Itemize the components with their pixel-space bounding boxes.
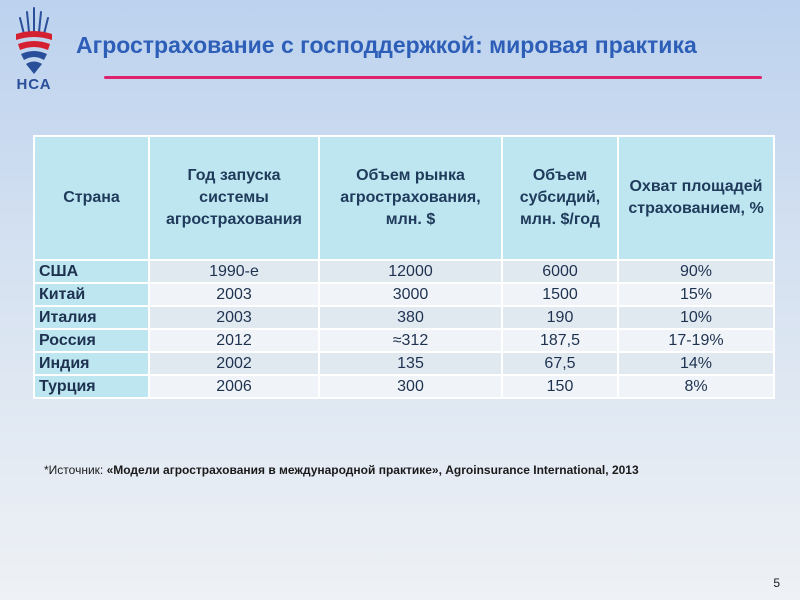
header-market-volume: Объем рынка агрострахования, млн. $ <box>319 136 502 260</box>
cell-country: Китай <box>34 283 149 306</box>
cell-market-volume: 3000 <box>319 283 502 306</box>
cell-subsidies: 150 <box>502 375 618 398</box>
cell-market-volume: 380 <box>319 306 502 329</box>
cell-country: Россия <box>34 329 149 352</box>
cell-subsidies: 187,5 <box>502 329 618 352</box>
source-footnote <box>44 461 664 479</box>
cell-coverage: 10% <box>618 306 774 329</box>
table-row <box>34 283 774 306</box>
cell-market-volume: 135 <box>319 352 502 375</box>
cell-country: Индия <box>34 352 149 375</box>
cell-coverage: 14% <box>618 352 774 375</box>
page-number: 5 <box>773 576 780 590</box>
cell-market-volume: 300 <box>319 375 502 398</box>
cell-coverage: 90% <box>618 260 774 283</box>
cell-launch-year: 1990-е <box>149 260 319 283</box>
table-row <box>34 329 774 352</box>
cell-subsidies: 190 <box>502 306 618 329</box>
cell-coverage: 15% <box>618 283 774 306</box>
cell-launch-year: 2006 <box>149 375 319 398</box>
agro-insurance-table <box>33 135 775 399</box>
cell-market-volume: 12000 <box>319 260 502 283</box>
source-citation: «Модели агрострахования в международной практике», Agroinsurance International, 2013 <box>106 463 639 477</box>
cell-subsidies: 1500 <box>502 283 618 306</box>
cell-market-volume: ≈312 <box>319 329 502 352</box>
page-title: Агрострахование с господдержкой: мировая практика <box>76 32 697 58</box>
cell-country: Италия <box>34 306 149 329</box>
table-row <box>34 375 774 398</box>
table-row <box>34 260 774 283</box>
cell-country: США <box>34 260 149 283</box>
header-country: Страна <box>34 136 149 260</box>
header-coverage: Охват площадей страхованием, % <box>618 136 774 260</box>
table-header-row <box>34 136 774 260</box>
table-row <box>34 306 774 329</box>
table-row <box>34 352 774 375</box>
cell-coverage: 17-19% <box>618 329 774 352</box>
source-prefix: *Источник: <box>44 463 107 477</box>
cell-launch-year: 2003 <box>149 306 319 329</box>
header-subsidies: Объем субсидий, млн. $/год <box>502 136 618 260</box>
cell-launch-year: 2002 <box>149 352 319 375</box>
cell-coverage: 8% <box>618 375 774 398</box>
header-launch-year: Год запуска системы агрострахования <box>149 136 319 260</box>
cell-launch-year: 2003 <box>149 283 319 306</box>
cell-subsidies: 67,5 <box>502 352 618 375</box>
wheat-emblem-icon <box>8 4 60 80</box>
cell-subsidies: 6000 <box>502 260 618 283</box>
cell-country: Турция <box>34 375 149 398</box>
title-underline <box>104 76 762 79</box>
cell-launch-year: 2012 <box>149 329 319 352</box>
logo-text: НСА <box>16 76 52 93</box>
